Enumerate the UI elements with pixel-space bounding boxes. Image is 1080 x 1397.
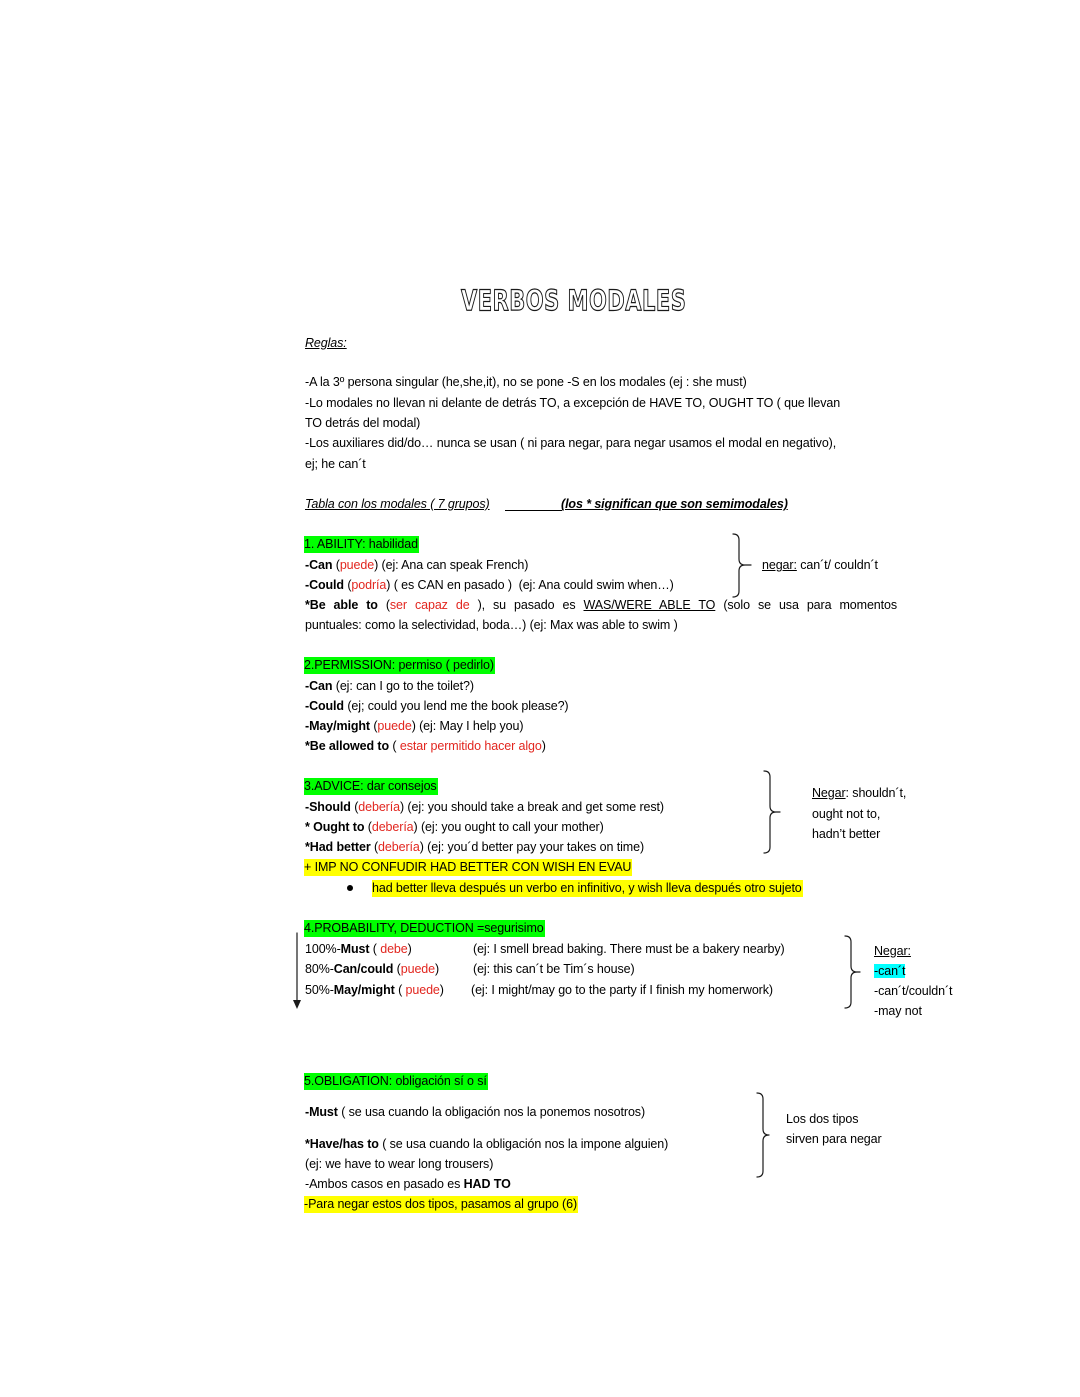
page-title: VERBOS MODALES (461, 284, 687, 318)
certainty-level: 50%- (305, 983, 334, 997)
meaning-es: puede (400, 962, 436, 976)
advice-important-note: + IMP NO CONFUDIR HAD BETTER CON WISH EN EVAU (304, 860, 632, 874)
advice-heading: 3.ADVICE: dar consejos (304, 779, 437, 793)
table-intro-label: Tabla con los modales ( 7 grupos) (305, 497, 490, 511)
modal-name: -Must (305, 1105, 338, 1119)
rules-heading: Reglas: (305, 336, 347, 350)
probability-row (305, 961, 439, 977)
advice-brace (764, 771, 780, 853)
ability-can-line (305, 557, 528, 573)
modal-name: -Could (305, 578, 344, 592)
table-intro-note: (los * significan que son semimodales) (561, 497, 788, 511)
obligation-example: (ej: we have to wear long trousers) (305, 1157, 494, 1171)
permission-may-line (305, 718, 523, 734)
line-text: ( (389, 739, 400, 753)
example-text: ) (ej: you should take a break and get some rest) (399, 800, 664, 814)
rule-line: ej; he can´t (305, 457, 366, 471)
probability-example: (ej: I smell bread baking. There must be a bakery nearby) (473, 942, 785, 956)
probability-negate-form: -may not (874, 1004, 922, 1018)
permission-allowed-line (305, 738, 546, 754)
modal-name: * Ought to (305, 820, 365, 834)
modal-name: *Have/has to (305, 1137, 379, 1151)
probability-brace (845, 936, 860, 1008)
example-text: (ej: can I go to the toilet?) (332, 679, 474, 693)
advice-bullet-note: had better lleva después un verbo en infinitivo, y wish lleva después otro sujeto (372, 881, 802, 895)
probability-row (305, 982, 444, 998)
obligation-side-note: sirven para negar (786, 1132, 882, 1146)
example-text: ) (ej: Ana can speak French) (374, 558, 529, 572)
ability-be-able-line (305, 597, 897, 613)
advice-ought-line (305, 819, 604, 835)
rule-line: -A la 3º persona singular (he,she,it), no se pone -S en los modales (ej : she must) (305, 375, 747, 389)
line-text: ( (364, 820, 372, 834)
line-text: ) (407, 942, 412, 956)
line-text: ( (370, 840, 379, 854)
obligation-brace (757, 1093, 769, 1177)
line-text: ) (541, 739, 546, 753)
modal-name: *Be allowed to (305, 739, 390, 753)
meaning-es: puede (405, 983, 440, 997)
certainty-level: 80%- (305, 962, 334, 976)
meaning-es: podría (351, 578, 387, 592)
probability-negate-label: Negar: (874, 944, 911, 958)
modal-name: -May/might (305, 719, 370, 733)
meaning-es: ser capaz de (389, 598, 470, 612)
line-text: -Ambos casos en pasado es (305, 1177, 464, 1191)
ability-heading: 1. ABILITY: habilidad (304, 537, 418, 551)
permission-heading: 2.PERMISSION: permiso ( pedirlo) (304, 658, 494, 672)
line-text: ( (332, 558, 340, 572)
example-text: ) (ej: you´d better pay your takes on time) (419, 840, 645, 854)
arrow-head-icon (293, 1000, 301, 1009)
example-text: ) ( es CAN en pasado ) (ej: Ana could swim when…) (386, 578, 674, 592)
modal-name: HAD TO (463, 1177, 511, 1191)
line-text: ( (377, 598, 390, 612)
modal-name: Must (340, 942, 370, 956)
meaning-es: debería (358, 800, 400, 814)
ability-be-able-continuation: puntuales: como la selectividad, boda…) (ej: Max was able to swim ) (305, 618, 678, 632)
meaning-es: debe (380, 942, 408, 956)
line-text: ( (394, 983, 406, 997)
modal-name: *Had better (305, 840, 371, 854)
line-text: ( (369, 719, 378, 733)
modal-name: -Should (305, 800, 351, 814)
modal-name: May/might (333, 983, 395, 997)
modal-name: -Could (305, 699, 344, 713)
ability-could-line (305, 577, 674, 593)
rule-line: TO detrás del modal) (305, 416, 421, 430)
probability-negate-form (874, 963, 905, 979)
obligation-past-line (305, 1176, 511, 1192)
ability-negate-note (762, 557, 878, 573)
modal-name: -Can (305, 679, 333, 693)
advice-negate-form: ought not to, (812, 807, 881, 821)
obligation-must-line (305, 1104, 645, 1120)
line-text: ( (393, 962, 401, 976)
meaning-es: puede (339, 558, 375, 572)
line-text: ( se usa cuando la obligación nos la ponemos nosotros) (337, 1105, 646, 1119)
obligation-side-note: Los dos tipos (786, 1112, 859, 1126)
negate-label: Negar (812, 786, 846, 800)
probability-example: (ej: I might/may go to the party if I finish my homerwork) (471, 983, 773, 997)
line-text: ( (343, 578, 352, 592)
modal-name: -Can (305, 558, 333, 572)
line-text: ) (435, 962, 440, 976)
modal-name: Can/could (333, 962, 394, 976)
rule-line: -Lo modales no llevan ni delante de detrás TO, a excepción de HAVE TO, OUGHT TO ( que llevan (305, 396, 841, 410)
advice-had-better-line (305, 839, 644, 855)
obligation-negate-note: -Para negar estos dos tipos, pasamos al grupo (6) (304, 1197, 578, 1211)
example-text: ) (ej: you ought to call your mother) (413, 820, 604, 834)
line-text: ( (369, 942, 381, 956)
modal-name: *Be able to (305, 598, 378, 612)
probability-example: (ej: this can´t be Tim´s house) (473, 962, 635, 976)
probability-row (305, 941, 412, 957)
line-text: ), su pasado es (469, 598, 584, 612)
table-intro-underline (505, 510, 562, 511)
meaning-es: debería (378, 840, 420, 854)
advice-should-line (305, 799, 664, 815)
permission-could-line (305, 698, 569, 714)
line-text: ) (439, 983, 444, 997)
bullet-icon (347, 885, 353, 891)
negate-label: negar: (762, 558, 797, 572)
meaning-es: puede (377, 719, 412, 733)
certainty-level: 100%- (305, 942, 341, 956)
line-text: ( (350, 800, 359, 814)
past-form: WAS/WERE ABLE TO (583, 598, 716, 612)
example-text: ) (ej: May I help you) (411, 719, 524, 733)
highlighted-negation: -can´t (874, 964, 906, 978)
negate-forms: can´t/ couldn´t (796, 558, 878, 572)
ability-brace (733, 534, 751, 597)
obligation-have-to-line (305, 1136, 668, 1152)
advice-negate-form: hadn’t better (812, 827, 881, 841)
line-text: ( se usa cuando la obligación nos la impone alguien) (378, 1137, 669, 1151)
example-text: (ej; could you lend me the book please?) (343, 699, 569, 713)
negate-forms: : shouldn´t, (845, 786, 907, 800)
obligation-heading: 5.OBLIGATION: obligación sí o sí (304, 1074, 487, 1088)
meaning-es: debería (371, 820, 414, 834)
meaning-es: estar permitido hacer algo (399, 739, 542, 753)
probability-heading: 4.PROBABILITY, DEDUCTION =segurisimo (304, 921, 544, 935)
rule-line: -Los auxiliares did/do… nunca se usan ( ni para negar, para negar usamos el modal en negativo), (305, 436, 837, 450)
permission-can-line (305, 678, 474, 694)
probability-negate-form: -can´t/couldn´t (874, 984, 953, 998)
advice-negate-note (812, 785, 906, 801)
line-text: (solo se usa para momentos (715, 598, 898, 612)
